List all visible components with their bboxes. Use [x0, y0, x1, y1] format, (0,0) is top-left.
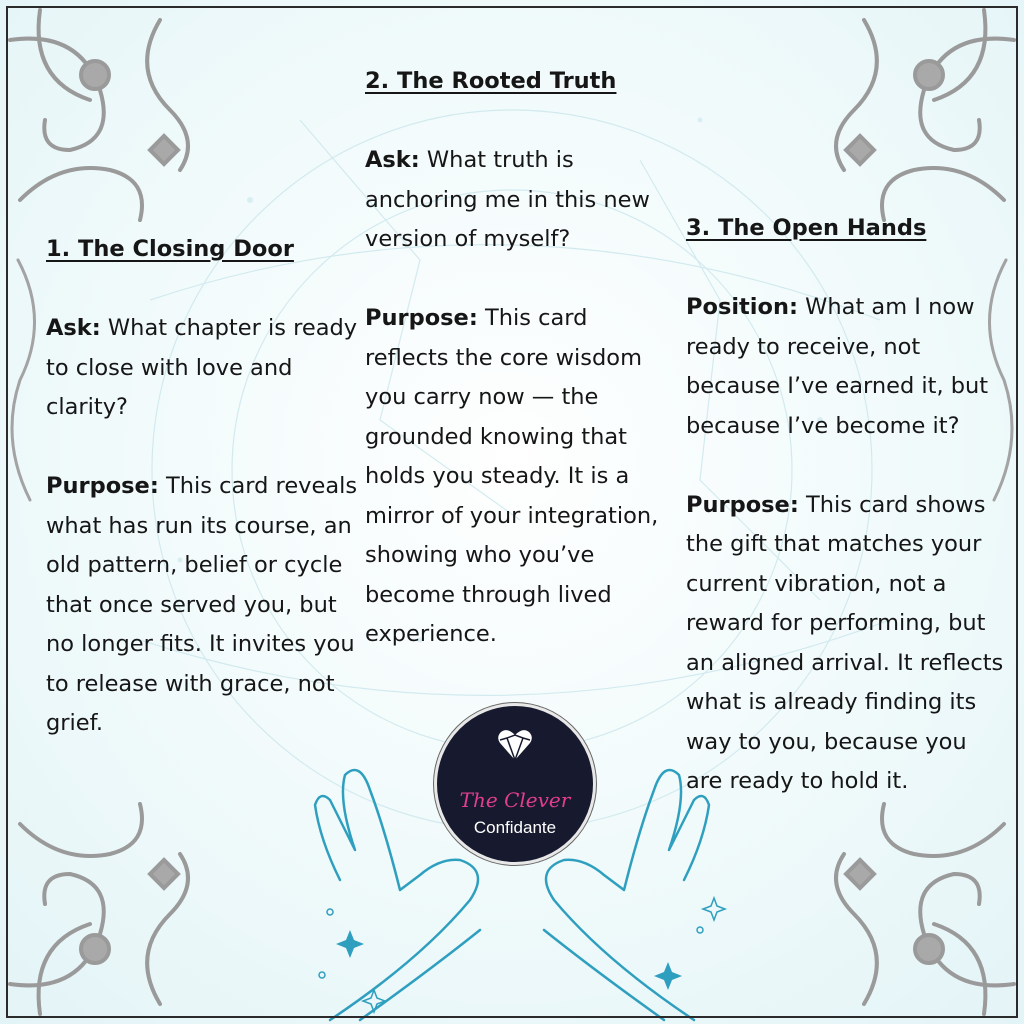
card-1-purpose: [46, 467, 368, 744]
card-2-purpose-label: Purpose:: [365, 305, 478, 331]
card-1-column: [46, 230, 368, 744]
card-3-purpose: [686, 486, 1004, 802]
card-3-purpose-label: Purpose:: [686, 491, 799, 518]
card-1-ask-label: Ask:: [46, 315, 101, 341]
card-3-position-text: What am I now ready to receive, not because I’ve earned it, but because I’ve become it?: [686, 294, 989, 439]
heart-gem-icon: [497, 728, 533, 762]
card-3-heading: 3. The Open Hands: [686, 215, 927, 241]
card-1-ask: [46, 309, 368, 428]
card-3-column: [686, 209, 1004, 802]
card-2-purpose: [365, 299, 665, 655]
card-1-ask-text: What chapter is ready to close with love and clarity?: [46, 315, 358, 420]
card-1-purpose-text: This card reveals what has run its course, an old pattern, belief or cycle that once served you, but no longer fits. It invites you to release with grace, not grief.: [46, 473, 358, 736]
card-3-purpose-text: This card shows the gift that matches your current vibration, not a reward for performing, but an aligned arrival. It reflects what is already finding its way to you, because you are ready to hold it.: [686, 491, 1004, 794]
card-2-ask-label: Ask:: [365, 147, 420, 173]
card-2-ask-text: What truth is anchoring me in this new version of myself?: [365, 147, 650, 252]
card-1-heading: 1. The Closing Door: [46, 236, 294, 262]
card-2-heading: 2. The Rooted Truth: [365, 68, 617, 94]
card-1-purpose-label: Purpose:: [46, 473, 159, 499]
logo-text-line2: Confidante: [473, 818, 557, 837]
card-3-position-label: Position:: [686, 294, 798, 320]
brand-logo: [434, 703, 596, 865]
card-2-ask: [365, 141, 665, 260]
card-2-purpose-text: This card reflects the core wisdom you carry now — the grounded knowing that holds you steady. It is a mirror of your integration, showing who you’ve become through lived experience.: [365, 305, 659, 647]
logo-text-line1: The Clever: [459, 788, 571, 812]
card-3-position: [686, 288, 1004, 446]
card-2-column: [365, 62, 665, 655]
